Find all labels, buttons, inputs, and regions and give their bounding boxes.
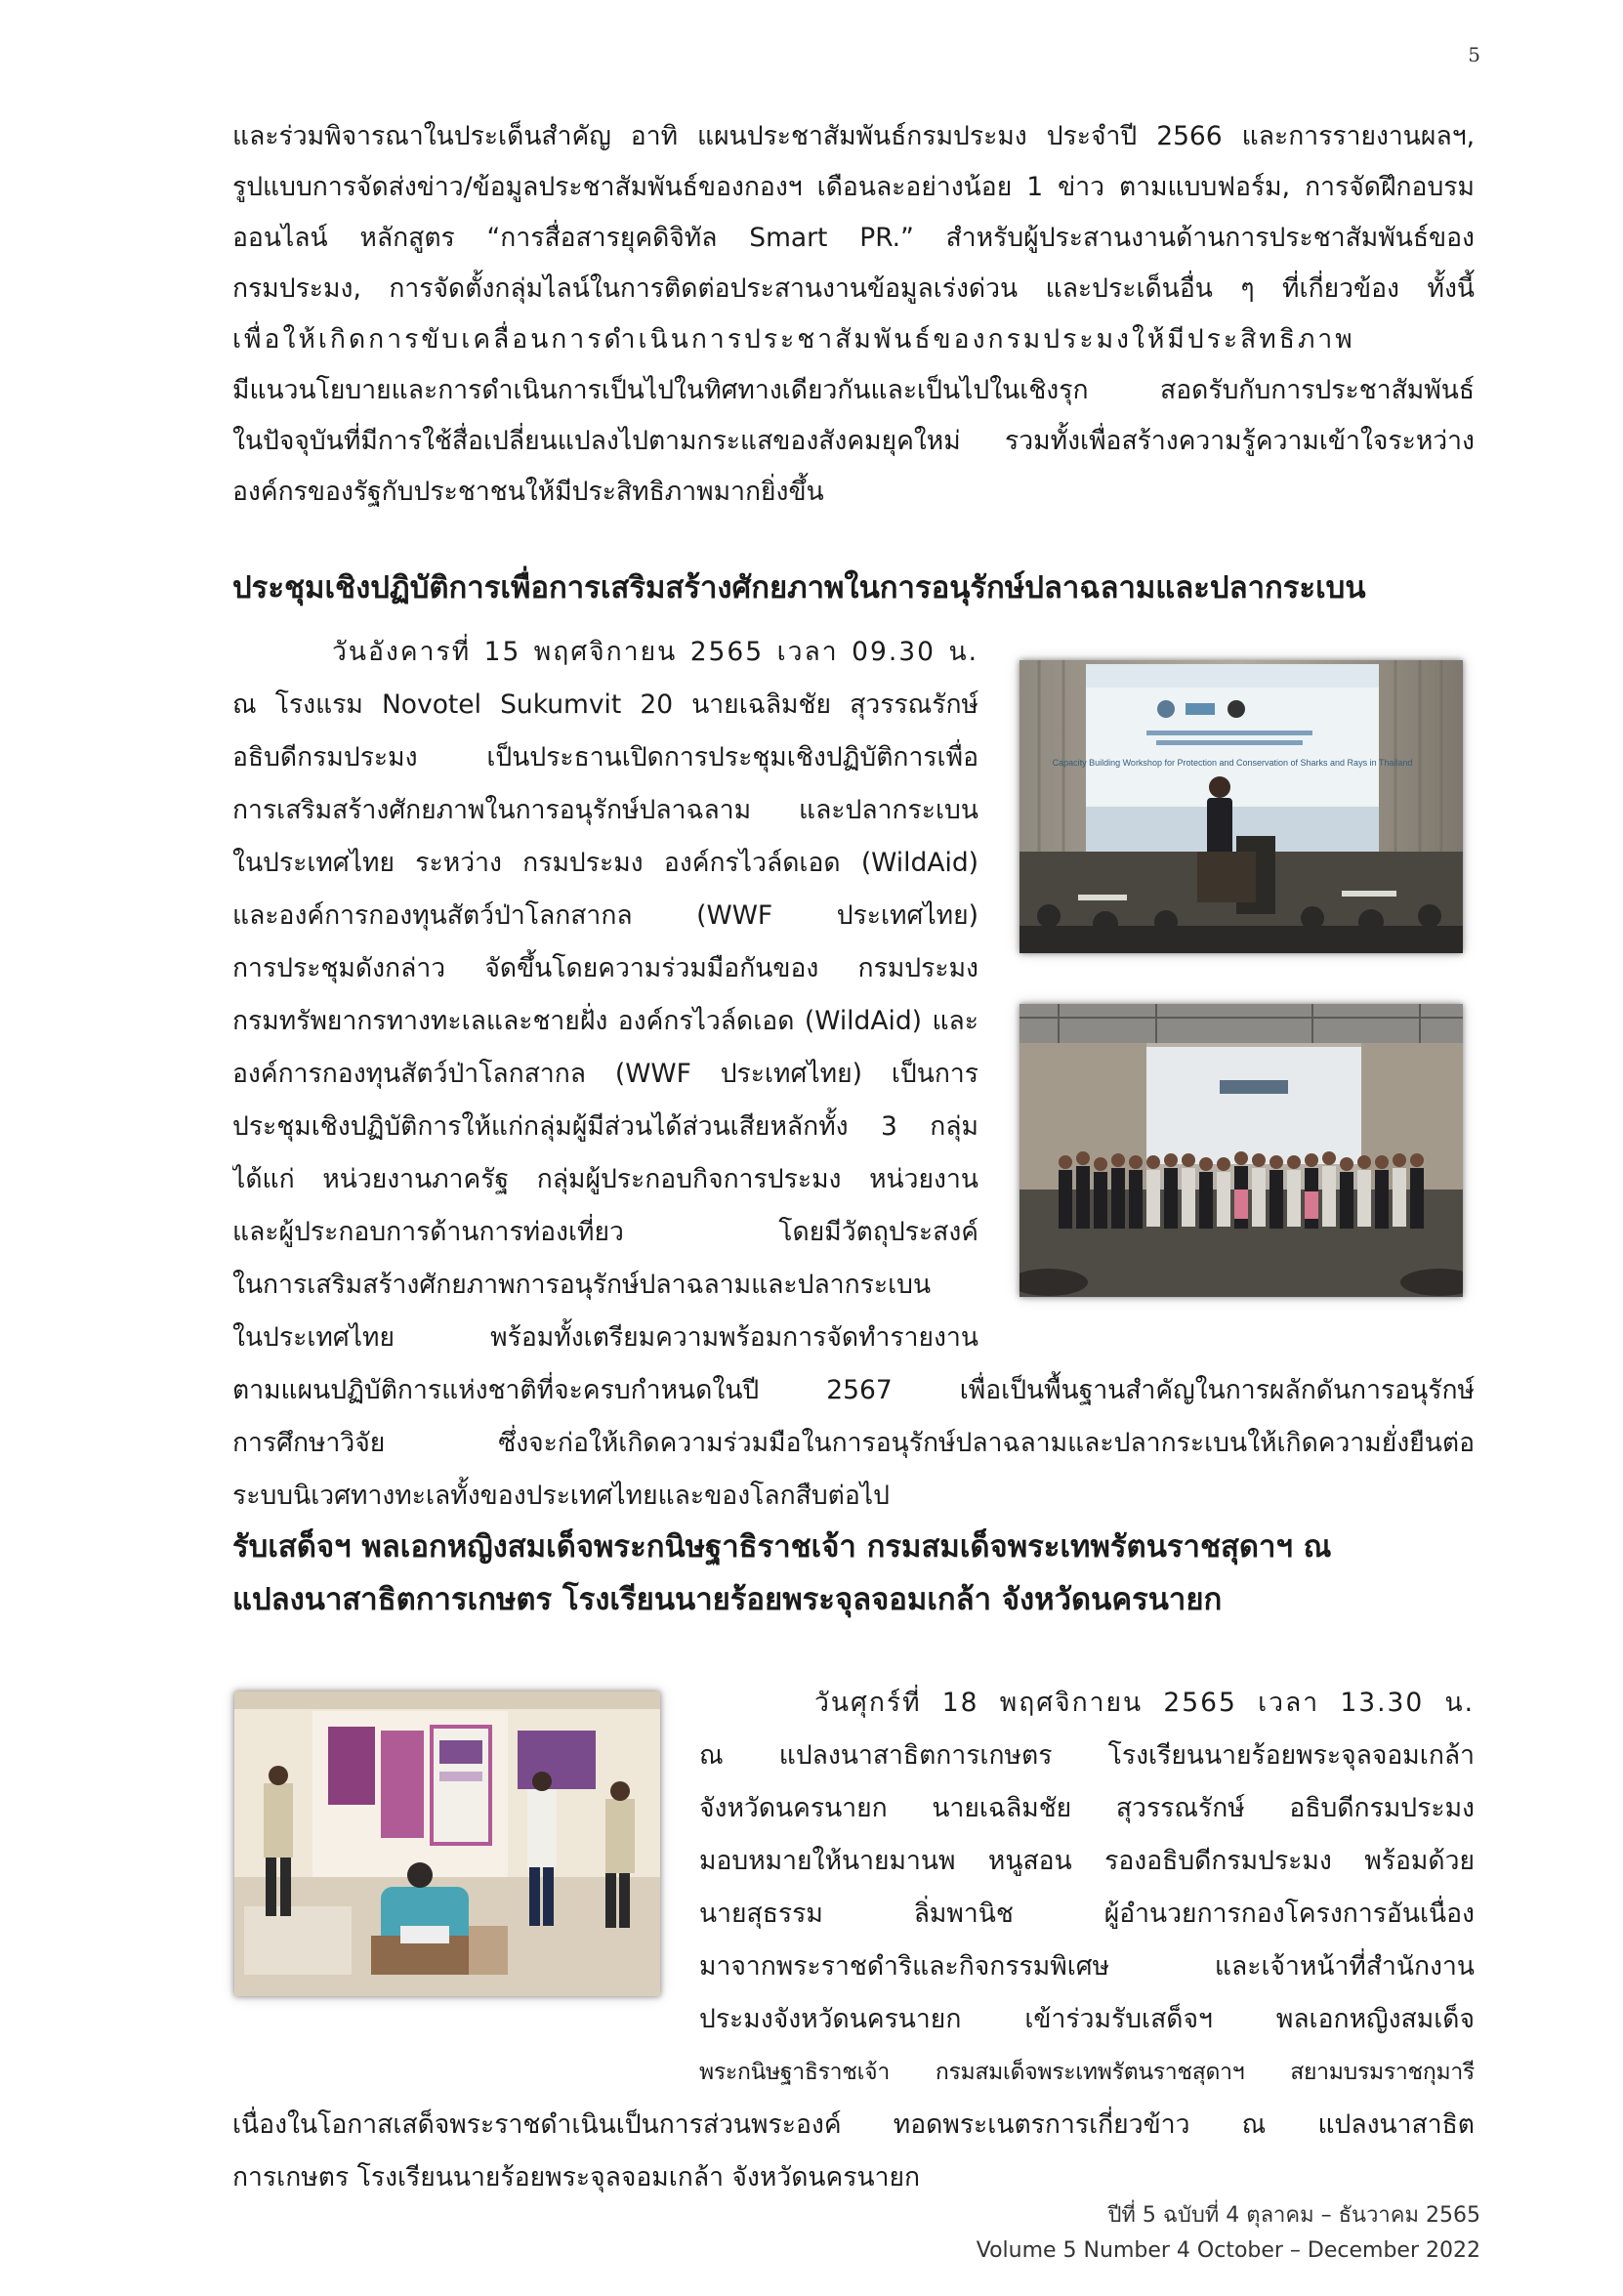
section2-line: นายสุธรรม ลิ่มพานิช ผู้อำนวยการกองโครงการอันเนื่อง [699,1899,1475,1929]
section1-line: และองค์การกองทุนสัตว์ป่าโลกสากล (WWF ประเทศไทย) [232,900,978,931]
intro-line: กรมประมง, การจัดตั้งกลุ่มไลน์ในการติดต่อประสานงานข้อมูลเร่งด่วน และประเด็นอื่น ๆ ที่เกี่ยวข้อง ทั้งนี้ [232,273,1475,304]
section2-line: มาจากพระราชดำริและกิจกรรมพิเศษ และเจ้าหน้าที่สำนักงาน [699,1951,1475,1982]
footer-issue-english: Volume 5 Number 4 October – December 2022 [976,2238,1480,2263]
section1-line: ประชุมเชิงปฏิบัติการให้แก่กลุ่มผู้มีส่วนได้ส่วนเสียหลักทั้ง 3 กลุ่ม [232,1111,978,1142]
section1-line: กรมทรัพยากรทางทะเลและชายฝั่ง องค์กรไวล์ดเอด (WildAid) และ [232,1006,978,1036]
section1-line: วันอังคารที่ 15 พฤศจิกายน 2565 เวลา 09.30 น. [332,637,978,667]
intro-line: และร่วมพิจารณาในประเด็นสำคัญ อาทิ แผนประชาสัมพันธ์กรมประมง ประจำปี 2566 และการรายงานผลฯ, [232,121,1475,151]
intro-line: ออนไลน์ หลักสูตร “การสื่อสารยุคดิจิทัล Smart PR.” สำหรับผู้ประสานงานด้านการประชาสัมพันธ์ของ [232,223,1475,253]
section1-heading: ประชุมเชิงปฏิบัติการเพื่อการเสริมสร้างศักยภาพในการอนุรักษ์ปลาฉลามและปลากระเบน [232,570,1366,605]
slide-title-text [1053,758,1413,768]
svg-text:Capacity Building Workshop for: Capacity Building Workshop for Protection and Conservation of Sharks and Rays in Thailand [1052,758,1413,768]
section1-line: และผู้ประกอบการด้านการท่องเที่ยว โดยมีวัตถุประสงค์ [232,1217,978,1247]
section2-line: วันศุกร์ที่ 18 พฤศจิกายน 2565 เวลา 13.30 น. [814,1688,1475,1718]
section1-line: ตามแผนปฏิบัติการแห่งชาติที่จะครบกำหนดในปี 2567 เพื่อเป็นพื้นฐานสำคัญในการผลักดันการอนุรักษ์ [232,1375,1475,1405]
section1-line: การศึกษาวิจัย ซึ่งจะก่อให้เกิดความร่วมมือในการอนุรักษ์ปลาฉลามและปลากระเบนให้เกิดความยั่งยืนต่อ [232,1428,1475,1458]
section1-line: องค์การกองทุนสัตว์ป่าโลกสากล (WWF ประเทศไทย) เป็นการ [232,1059,978,1089]
section2-line: จังหวัดนครนายก นายเฉลิมชัย สุวรรณรักษ์ อธิบดีกรมประมง [699,1793,1475,1823]
intro-line: รูปแบบการจัดส่งข่าว/ข้อมูลประชาสัมพันธ์ของกองฯ เดือนละอย่างน้อย 1 ข่าว ตามแบบฟอร์ม, การจัดฝึกอบรม [232,172,1475,202]
section2-line: เนื่องในโอกาสเสด็จพระราชดำเนินเป็นการส่วนพระองค์ ทอดพระเนตรการเกี่ยวข้าว ณ แปลงนาสาธิต [232,2109,1475,2140]
section1-line: ณ โรงแรม Novotel Sukumvit 20 นายเฉลิมชัย สุวรรณรักษ์ [232,689,978,720]
intro-line: เพื่อให้เกิดการขับเคลื่อนการดำเนินการประชาสัมพันธ์ของกรมประมงให้มีประสิทธิภาพ [232,324,1355,355]
section2-heading-line1: รับเสด็จฯ พลเอกหญิงสมเด็จพระกนิษฐาธิราชเจ้า กรมสมเด็จพระเทพรัตนราชสุดาฯ ณ [232,1529,1332,1565]
section1-line: ระบบนิเวศทางทะเลทั้งของประเทศไทยและของโลกสืบต่อไป [232,1481,890,1511]
photo-workshop-speaker [1020,660,1463,953]
intro-line: มีแนวนโยบายและการดำเนินการเป็นไปในทิศทางเดียวกันและเป็นไปในเชิงรุก สอดรับกับการประชาสัมพันธ์ [232,375,1475,405]
section2-line: ประมงจังหวัดนครนายก เข้าร่วมรับเสด็จฯ พลเอกหญิงสมเด็จ [699,2004,1475,2034]
section2-heading-line2: แปลงนาสาธิตการเกษตร โรงเรียนนายร้อยพระจุลจอมเกล้า จังหวัดนครนายก [232,1582,1223,1617]
intro-line: องค์กรของรัฐกับประชาชนให้มีประสิทธิภาพมากยิ่งขึ้น [232,477,824,507]
section2-line: ณ แปลงนาสาธิตการเกษตร โรงเรียนนายร้อยพระจุลจอมเกล้า [699,1740,1475,1771]
section1-line: การเสริมสร้างศักยภาพในการอนุรักษ์ปลาฉลาม และปลากระเบน [232,795,978,825]
photo-workshop-group [1020,1004,1463,1297]
section1-line: อธิบดีกรมประมง เป็นประธานเปิดการประชุมเชิงปฏิบัติการเพื่อ [232,742,978,772]
photo-royal-visit [234,1691,660,1996]
section1-line: การประชุมดังกล่าว จัดขึ้นโดยความร่วมมือกันของ กรมประมง [232,953,978,983]
section1-line: ในประเทศไทย ระหว่าง กรมประมง องค์กรไวล์ดเอด (WildAid) [232,848,978,878]
section2-line: การเกษตร โรงเรียนนายร้อยพระจุลจอมเกล้า จังหวัดนครนายก [232,2162,921,2192]
page-number: 5 [1468,43,1480,66]
section2-line: พระกนิษฐาธิราชเจ้า กรมสมเด็จพระเทพรัตนราชสุดาฯ สยามบรมราชกุมารี [699,2060,1475,2085]
section1-line: ในประเทศไทย พร้อมทั้งเตรียมความพร้อมการจัดทำรายงาน [232,1322,978,1353]
section1-line: ในการเสริมสร้างศักยภาพการอนุรักษ์ปลาฉลามและปลากระเบน [232,1270,932,1300]
section1-line: ได้แก่ หน่วยงานภาครัฐ กลุ่มผู้ประกอบกิจการประมง หน่วยงาน [232,1164,978,1194]
section2-line: มอบหมายให้นายมานพ หนูสอน รองอธิบดีกรมประมง พร้อมด้วย [699,1846,1475,1876]
intro-line: ในปัจจุบันที่มีการใช้สื่อเปลี่ยนแปลงไปตามกระแสของสังคมยุคใหม่ รวมทั้งเพื่อสร้างความรู้ความเข้าใจระหว่าง [232,426,1475,456]
footer-issue-thai: ปีที่ 5 ฉบับที่ 4 ตุลาคม – ธันวาคม 2565 [1107,2203,1480,2228]
